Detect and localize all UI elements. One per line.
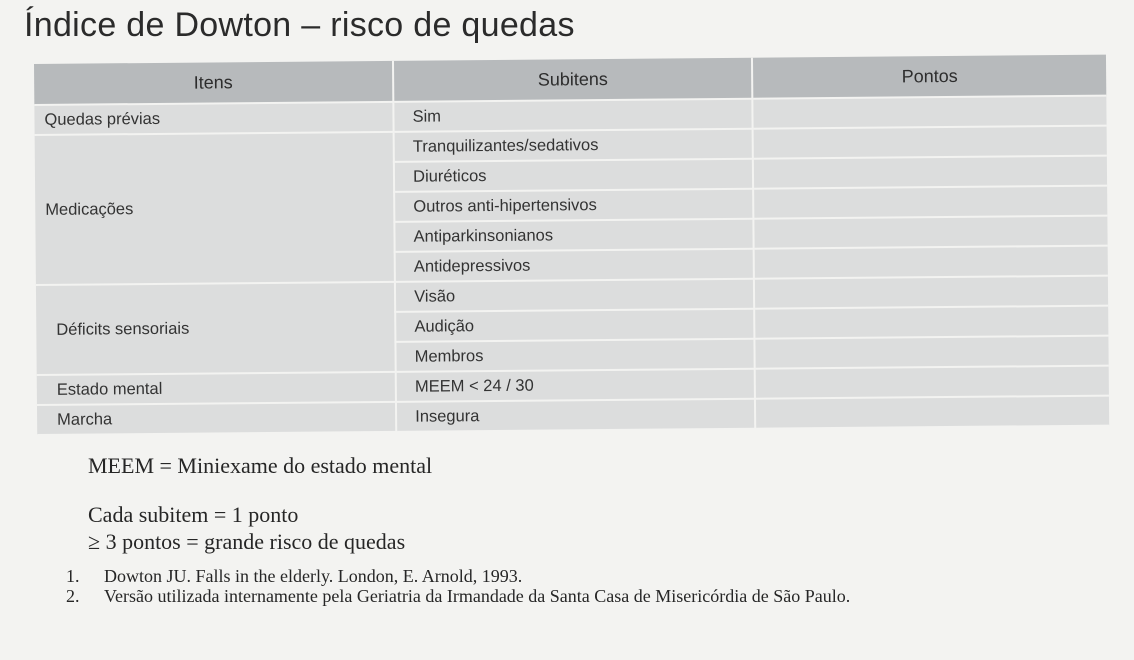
subitem-cell: Audição (395, 309, 754, 342)
points-cell (753, 96, 1107, 129)
item-cell: Marcha (37, 402, 396, 435)
reference-number: 1. (66, 566, 80, 586)
subitem-cell: Outros anti-hipertensivos (394, 189, 753, 222)
dowton-table (34, 55, 1109, 436)
reference-text: Versão utilizada internamente pela Geriatria da Irmandade da Santa Casa de Misericórdia de São Paulo. (104, 586, 851, 606)
points-cell (754, 276, 1108, 309)
subitem-cell: Insegura (396, 399, 755, 432)
item-cell: Estado mental (37, 372, 396, 405)
subitem-cell: Diuréticos (394, 159, 753, 192)
points-cell (753, 186, 1107, 219)
page-title: Índice de Dowton – risco de quedas (24, 6, 575, 44)
points-cell (754, 246, 1108, 279)
dowton-table-container (34, 55, 1109, 438)
notes-block (88, 452, 432, 555)
reference-item (66, 566, 1126, 586)
subitem-cell: Tranquilizantes/sedativos (394, 129, 753, 162)
points-cell (754, 216, 1108, 249)
subitem-cell: Visão (395, 279, 754, 312)
item-cell: Déficits sensoriais (36, 282, 396, 375)
scoring-note-2: ≥ 3 pontos = grande risco de quedas (88, 529, 406, 554)
subitem-cell: Antiparkinsonianos (395, 219, 754, 252)
points-cell (753, 156, 1107, 189)
abbreviation-note: MEEM = Miniexame do estado mental (88, 453, 433, 478)
reference-text: Dowton JU. Falls in the elderly. London, E. Arnold, 1993. (104, 566, 523, 586)
points-cell (754, 306, 1108, 339)
reference-number: 2. (66, 586, 80, 606)
header-subitens: Subitens (393, 58, 752, 102)
subitem-cell: MEEM < 24 / 30 (396, 369, 755, 402)
subitem-cell: Membros (396, 339, 755, 372)
item-cell: Quedas prévias (34, 102, 393, 135)
points-cell (753, 126, 1107, 159)
header-itens: Itens (34, 61, 393, 105)
references-list (66, 566, 1126, 606)
header-pontos: Pontos (752, 55, 1106, 99)
reference-item (66, 586, 1126, 606)
points-cell (755, 396, 1109, 429)
scoring-note-1: Cada subitem = 1 ponto (88, 502, 299, 527)
item-cell: Medicações (35, 132, 395, 285)
points-cell (755, 336, 1109, 369)
points-cell (755, 366, 1109, 399)
subitem-cell: Antidepressivos (395, 249, 754, 282)
subitem-cell: Sim (393, 99, 752, 132)
